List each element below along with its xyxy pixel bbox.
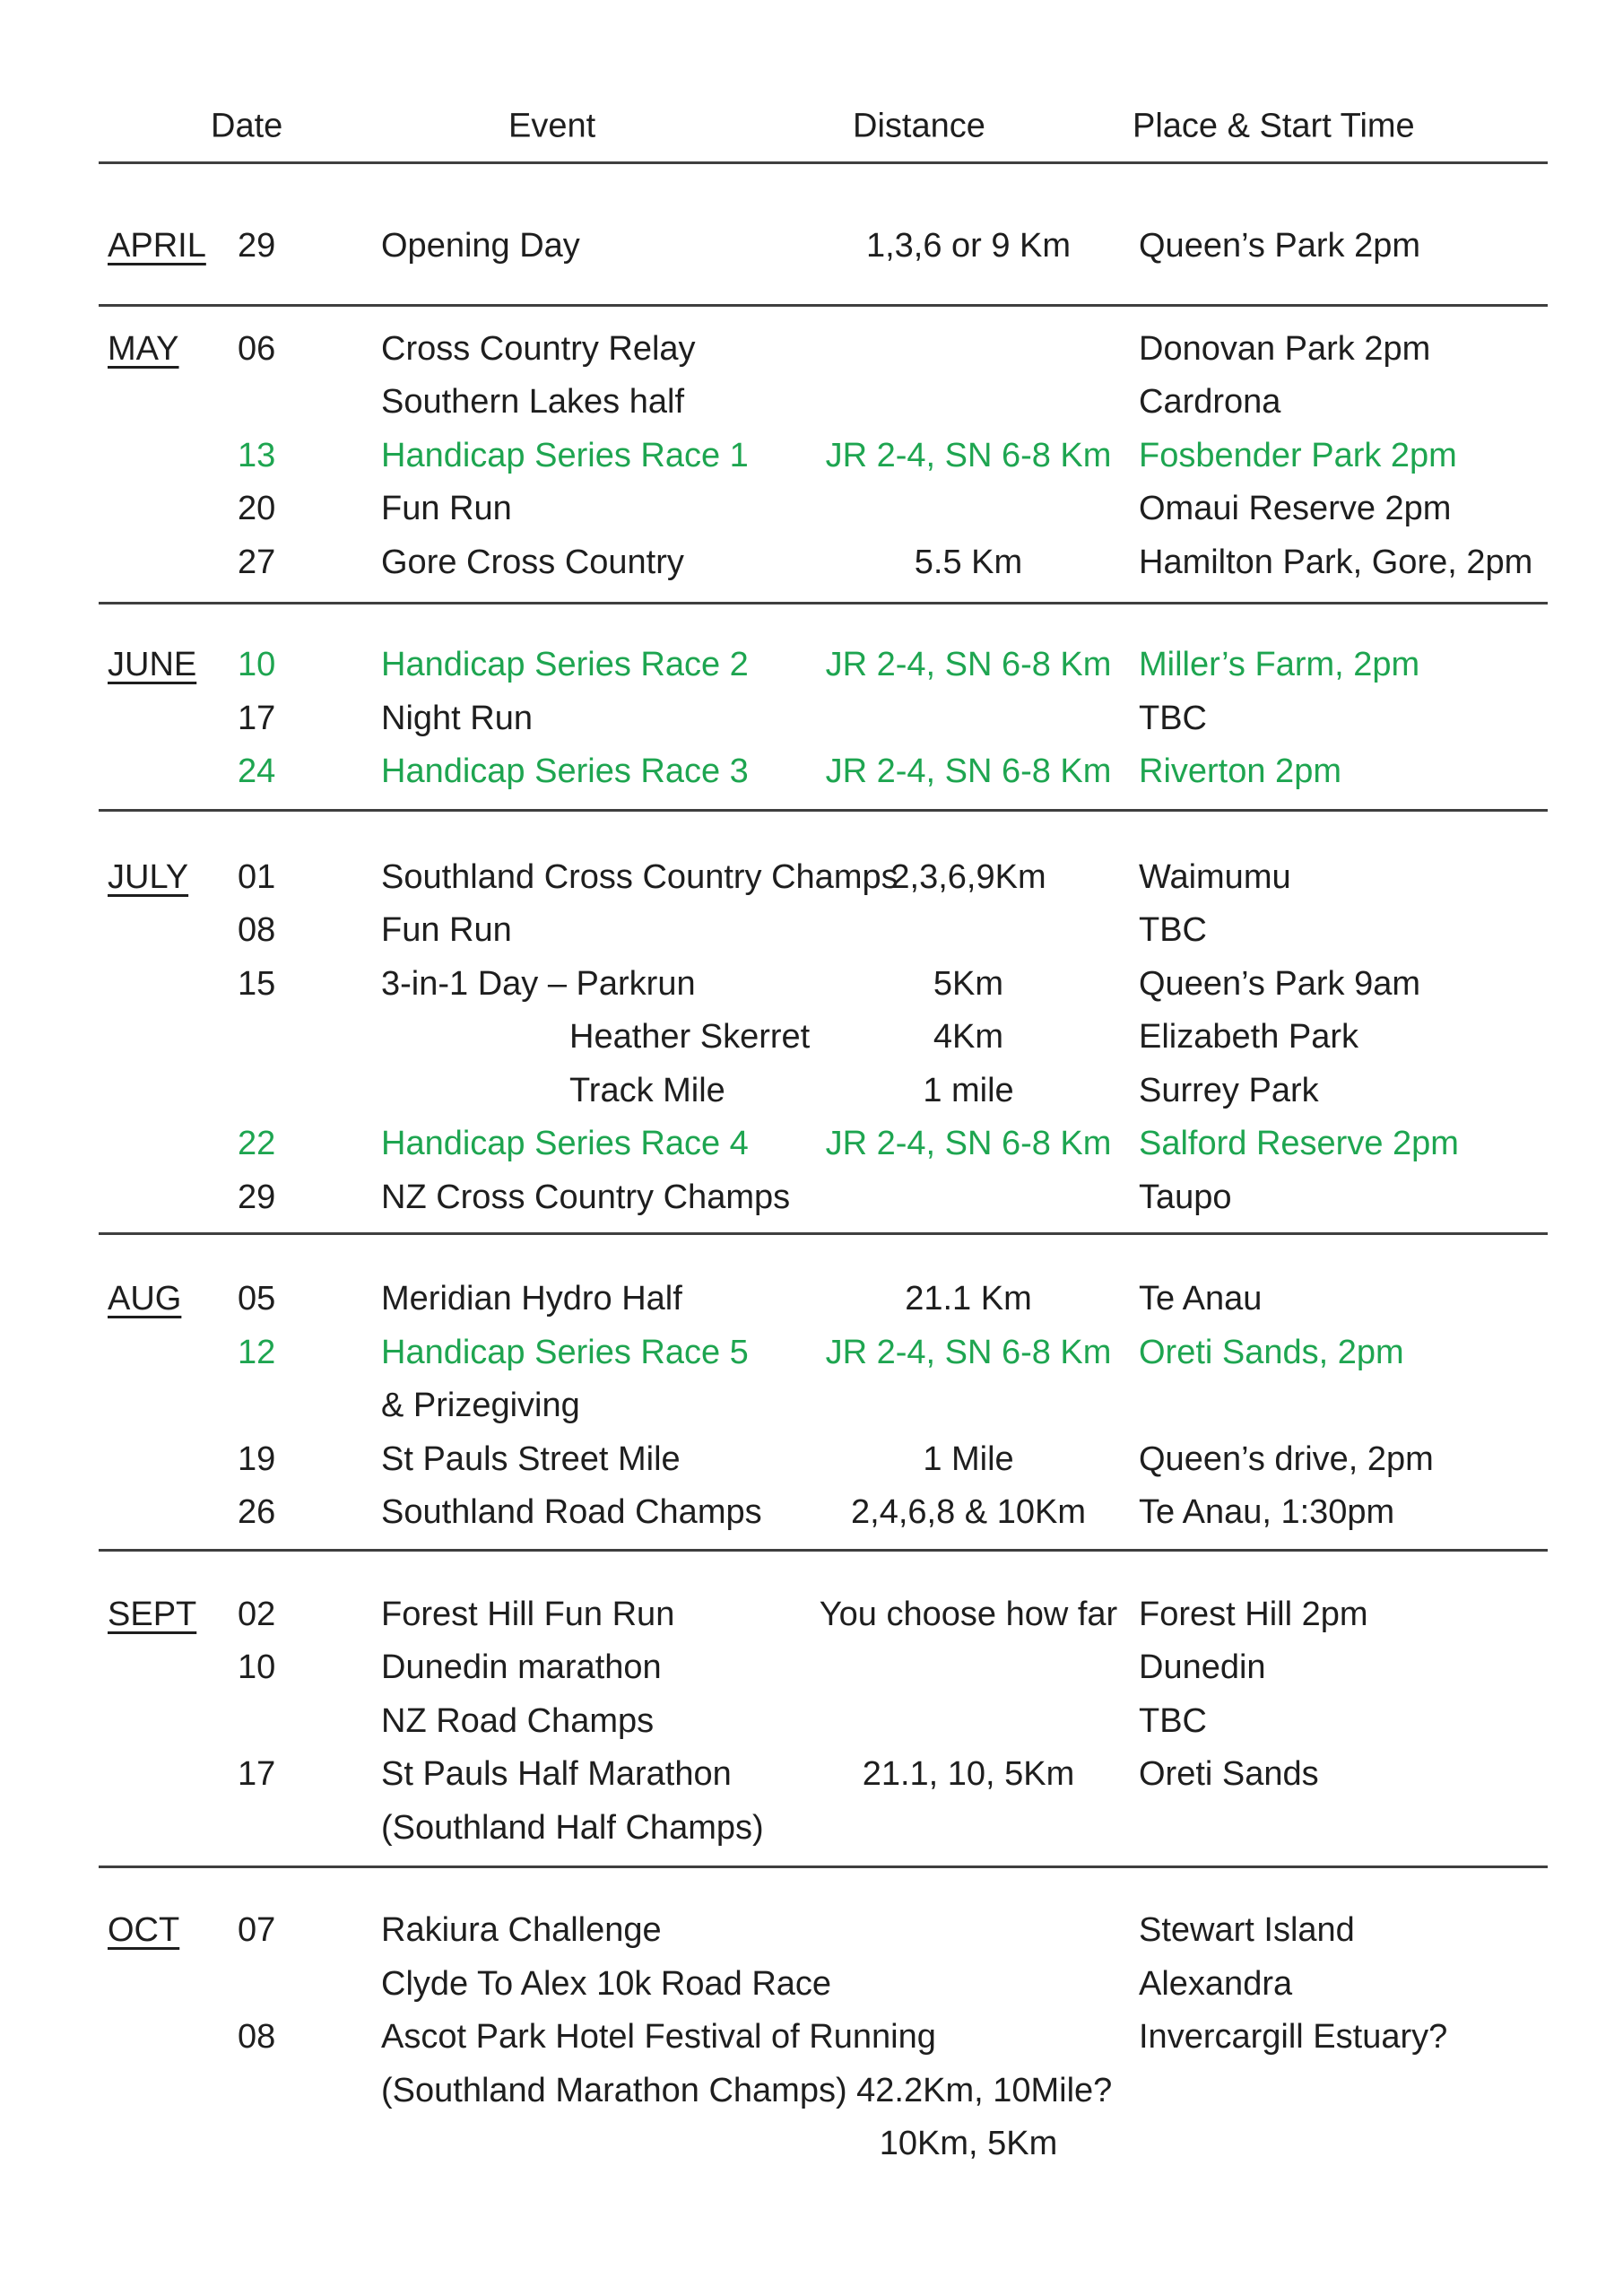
place-cell: Oreti Sands, 2pm [1139,1333,1404,1371]
event-cell: Handicap Series Race 3 [381,752,749,791]
place-cell: TBC [1139,699,1207,737]
schedule-row-highlighted [0,1326,1623,1380]
distance-cell: 1,3,6 or 9 Km [865,227,1072,265]
event-cell: Opening Day [381,227,580,265]
section-aug [0,1235,1623,1549]
event-cell: Dunedin marathon [381,1648,662,1687]
schedule-row-highlighted [0,430,1623,483]
section-oct [0,1868,1623,2171]
date-cell: 02 [238,1595,276,1633]
place-cell: Oreti Sands [1139,1755,1319,1794]
schedule-row [0,323,1623,377]
event-cell: Rakiura Challenge [381,1911,662,1950]
place-cell: Riverton 2pm [1139,752,1341,791]
place-cell: Te Anau [1139,1280,1263,1318]
date-cell: 19 [238,1439,276,1478]
schedule-row [0,1802,1623,1856]
schedule-row [0,1695,1623,1749]
place-cell: Queen’s drive, 2pm [1139,1439,1434,1478]
date-cell: 26 [238,1493,276,1532]
distance-cell: 2,3,6,9Km [890,857,1046,896]
distance-cell: 10Km, 5Km [879,2125,1058,2163]
date-cell: 08 [238,911,276,950]
schedule-row-highlighted [0,1118,1623,1171]
month-label-aug: AUG [108,1280,182,1318]
place-cell: Fosbender Park 2pm [1139,436,1457,474]
schedule-row [0,1011,1623,1065]
date-cell: 07 [238,1911,276,1950]
schedule-row [0,1273,1623,1326]
place-cell: Dunedin [1139,1648,1266,1687]
event-cell: Fun Run [381,911,512,950]
place-cell: Invercargill Estuary? [1139,2018,1448,2057]
schedule-row [0,1171,1623,1225]
month-label-july: JULY [108,857,189,896]
place-cell: Donovan Park 2pm [1139,329,1431,368]
event-cell: (Southland Marathon Champs) 42.2Km, 10Mile? [381,2071,1113,2109]
distance-cell: JR 2-4, SN 6-8 Km [825,1333,1112,1371]
schedule-row [0,2011,1623,2065]
distance-cell: 1 Mile [923,1439,1014,1478]
place-cell: Stewart Island [1139,1911,1355,1950]
date-cell: 27 [238,543,276,581]
date-cell: 05 [238,1280,276,1318]
schedule-row [0,1065,1623,1118]
table-header [0,100,1623,152]
event-cell: Forest Hill Fun Run [381,1595,675,1633]
schedule-row [0,2065,1623,2118]
event-cell: Handicap Series Race 1 [381,436,749,474]
schedule-row [0,1641,1623,1695]
distance-cell: JR 2-4, SN 6-8 Km [825,646,1112,684]
place-cell: TBC [1139,1701,1207,1740]
distance-cell: 5.5 Km [914,543,1023,581]
distance-cell: 2,4,6,8 & 10Km [851,1493,1086,1532]
schedule-row [0,904,1623,958]
event-cell: Fun Run [381,490,512,528]
place-cell: Taupo [1139,1178,1232,1216]
event-cell: Night Run [381,699,533,737]
event-cell: Track Mile [569,1071,725,1109]
distance-cell: You choose how far [819,1595,1118,1633]
place-cell: Forest Hill 2pm [1139,1595,1368,1633]
section-july [0,812,1623,1233]
schedule-row [0,1958,1623,2012]
event-cell: NZ Road Champs [381,1701,655,1740]
place-cell: TBC [1139,911,1207,950]
date-cell: 17 [238,1755,276,1794]
date-cell: 20 [238,490,276,528]
date-cell: 08 [238,2018,276,2057]
event-cell: (Southland Half Champs) [381,1808,764,1847]
schedule-row [0,958,1623,1012]
section-may [0,307,1623,603]
place-cell: Alexandra [1139,1964,1293,2003]
schedule-row [0,1748,1623,1802]
event-cell: Southland Road Champs [381,1493,762,1532]
event-cell: Ascot Park Hotel Festival of Running [381,2018,936,2057]
date-cell: 10 [238,646,276,684]
event-cell: Clyde To Alex 10k Road Race [381,1964,832,2003]
date-cell: 12 [238,1333,276,1371]
date-cell: 29 [238,1178,276,1216]
event-cell: Heather Skerret [569,1018,811,1057]
place-cell: Salford Reserve 2pm [1139,1125,1459,1163]
event-cell: Southern Lakes half [381,383,685,422]
date-cell: 29 [238,227,276,265]
schedule-row [0,692,1623,746]
distance-cell: 1 mile [923,1071,1014,1109]
place-cell: Queen’s Park 9am [1139,964,1421,1003]
distance-cell: JR 2-4, SN 6-8 Km [825,436,1112,474]
place-cell: Waimumu [1139,857,1291,896]
month-label-sept: SEPT [108,1595,197,1633]
section-april [0,164,1623,304]
event-cell: & Prizegiving [381,1387,580,1425]
month-label-june: JUNE [108,646,197,684]
place-cell: Hamilton Park, Gore, 2pm [1139,543,1533,581]
event-cell: Handicap Series Race 4 [381,1125,749,1163]
schedule-row [0,483,1623,536]
column-header-event: Event [508,107,596,145]
place-cell: Elizabeth Park [1139,1018,1359,1057]
month-label-oct: OCT [108,1911,180,1950]
date-cell: 13 [238,436,276,474]
event-cell: Meridian Hydro Half [381,1280,682,1318]
schedule-row [0,851,1623,905]
event-cell: Cross Country Relay [381,329,696,368]
schedule-row [0,1486,1623,1540]
column-header-place: Place & Start Time [1133,107,1415,145]
distance-cell: JR 2-4, SN 6-8 Km [825,1125,1112,1163]
event-cell: St Pauls Street Mile [381,1439,681,1478]
column-header-date: Date [211,107,283,145]
schedule-row [0,1904,1623,1958]
place-cell: Miller’s Farm, 2pm [1139,646,1420,684]
schedule-row [0,1588,1623,1642]
event-cell: Gore Cross Country [381,543,684,581]
event-cell: St Pauls Half Marathon [381,1755,732,1794]
place-cell: Te Anau, 1:30pm [1139,1493,1395,1532]
month-label-may: MAY [108,329,179,368]
place-cell: Cardrona [1139,383,1281,422]
schedule-row [0,1433,1623,1487]
column-header-distance: Distance [853,107,985,145]
month-label-april: APRIL [108,227,206,265]
event-cell: Handicap Series Race 5 [381,1333,749,1371]
place-cell: Surrey Park [1139,1071,1319,1109]
schedule-row-highlighted [0,639,1623,692]
section-sept [0,1552,1623,1866]
schedule-row [0,2118,1623,2171]
distance-cell: 21.1, 10, 5Km [862,1755,1075,1794]
place-cell: Omaui Reserve 2pm [1139,490,1452,528]
event-cell: NZ Cross Country Champs [381,1178,791,1216]
schedule-row [0,220,1623,274]
date-cell: 22 [238,1125,276,1163]
date-cell: 01 [238,857,276,896]
event-cell: Handicap Series Race 2 [381,646,749,684]
schedule-row [0,536,1623,590]
date-cell: 24 [238,752,276,791]
place-cell: Queen’s Park 2pm [1139,227,1421,265]
distance-cell: JR 2-4, SN 6-8 Km [825,752,1112,791]
distance-cell: 4Km [933,1018,1004,1057]
section-june [0,604,1623,809]
date-cell: 17 [238,699,276,737]
date-cell: 06 [238,329,276,368]
date-cell: 15 [238,964,276,1003]
event-cell: Southland Cross Country Champs [381,857,898,896]
date-cell: 10 [238,1648,276,1687]
schedule-row [0,376,1623,430]
schedule-row [0,1379,1623,1433]
schedule-row-highlighted [0,745,1623,799]
distance-cell: 21.1 Km [905,1280,1032,1318]
distance-cell: 5Km [933,964,1004,1003]
event-cell: 3-in-1 Day – Parkrun [381,964,696,1003]
